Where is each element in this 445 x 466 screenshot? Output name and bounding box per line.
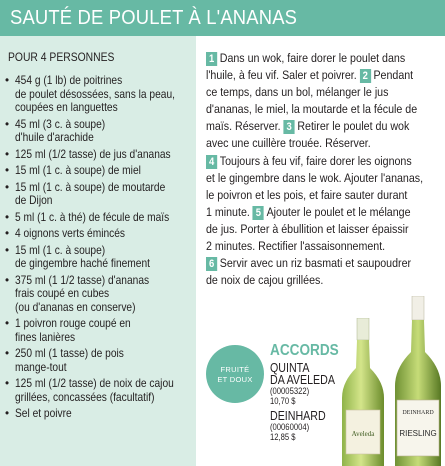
ingredient-list [5, 74, 195, 424]
ingredient-text: 4 oignons verts émincés [15, 227, 126, 240]
wine1-price: 10,70 $ [270, 396, 296, 406]
step-line: 2 minutes. Rectifier l'assaisonnement. [206, 239, 386, 254]
ingredient-item [5, 317, 195, 344]
ingredient-text: de poulet désossées, sans la peau, [15, 87, 175, 101]
step-line: avec une cuillère trouée. Réserver. [206, 136, 371, 151]
ingredient-text: 125 ml (1/2 tasse) de noix de cajou [15, 377, 174, 390]
ingredient-text: coupées en languettes [15, 101, 118, 114]
ingredient-item [5, 227, 195, 241]
step-line: et le gingembre dans le wok. Ajouter l'ananas, [206, 170, 424, 185]
step-line: 6 Servir avec un riz basmati et saupoudrer [206, 255, 438, 272]
ingredient-text: frais coupé en cubes [15, 287, 110, 300]
ingredient-text: (ou d'ananas en conserve) [15, 300, 136, 314]
step-number: 2 [360, 69, 371, 83]
ingredient-text: 5 ml (1 c. à thé) de fécule de maïs [15, 210, 170, 224]
step-line: l'huile, à feu vif. Saler et poivrer. 2 Pendant [206, 68, 414, 83]
wine2-price: 12,85 $ [270, 432, 296, 442]
ingredient-text: d'huile d'arachide [15, 131, 94, 144]
ingredient-item [5, 377, 195, 404]
ingredient-item [5, 148, 195, 162]
ingredient-text: grillées, concassées (facultatif) [15, 390, 155, 404]
ingredient-text: 125 ml (1/2 tasse) de jus d'ananas [15, 147, 171, 161]
ingredient-item [5, 74, 195, 115]
step-number: 5 [253, 206, 264, 220]
svg-text:Aveleda: Aveleda [351, 430, 375, 438]
ingredient-item [5, 181, 195, 208]
recipe-title: SAUTÉ DE POULET À L'ANANAS [10, 7, 298, 29]
ingredient-text: de gingembre haché finement [15, 257, 150, 270]
step-number: 6 [206, 257, 217, 271]
step-line: de jus. Porter à ébullition et laisser épaissir [206, 221, 409, 236]
ingredient-text: 454 g (1 lb) de poitrines [15, 74, 123, 87]
wine1-code: (00005322) [270, 386, 310, 396]
wine2-code: (00060004) [270, 422, 310, 432]
pairings-heading: ACCORDS [270, 342, 339, 359]
step-number: 3 [284, 120, 295, 134]
step-line: 1 minute. 5 Ajouter le poulet et le mélange [206, 204, 411, 219]
ingredient-item [5, 407, 195, 421]
ingredient-text: 15 ml (1 c. à soupe) [15, 243, 106, 257]
ingredient-text: mange-tout [15, 360, 67, 374]
ingredient-text: 15 ml (1 c. à soupe) de moutarde [15, 180, 166, 194]
wine1-name: QUINTA [270, 360, 310, 375]
ingredient-text: fines lanières [15, 330, 76, 344]
recipe-header [0, 0, 445, 36]
ingredient-text: de Dijon [15, 194, 53, 207]
aveleda-bottle-image [340, 318, 386, 466]
step-line: maïs. Réserver. 3 Retirer le poulet du wok [206, 119, 410, 134]
ingredient-item [5, 244, 195, 271]
svg-text:RIESLING: RIESLING [399, 429, 437, 438]
deinhard-bottle-image [393, 296, 443, 466]
ingredient-item [5, 274, 195, 315]
step-line: 4 Toujours à feu vif, faire dorer les oignons [206, 153, 438, 170]
ingredient-text: 45 ml (3 c. à soupe) [15, 117, 106, 131]
ingredient-item [5, 118, 195, 145]
ingredient-item [5, 164, 195, 178]
svg-text:DEINHARD: DEINHARD [402, 410, 434, 416]
ingredient-text: 15 ml (1 c. à soupe) de miel [15, 164, 141, 177]
ingredients-panel [0, 36, 196, 466]
ingredient-text: 250 ml (1 tasse) de pois [15, 347, 124, 360]
servings-label: POUR 4 PERSONNES [8, 52, 115, 64]
wine1-name-line2: DA AVELEDA [270, 372, 335, 387]
ingredient-text: Sel et poivre [15, 407, 72, 420]
step-line: ce temps, dans un bol, mélanger le jus [206, 85, 389, 100]
step-line: le poivron et les pois, et faire sauter durant [206, 187, 408, 202]
instructions [206, 50, 442, 289]
ingredient-item [5, 211, 195, 225]
ingredient-text: 375 ml (1 1/2 tasse) d'ananas [15, 273, 150, 287]
ingredient-text: 1 poivron rouge coupé en [15, 317, 131, 330]
step-line: 1 Dans un wok, faire dorer le poulet dans [206, 50, 438, 67]
flavor-badge: FRUITÉ ET DOUX [206, 345, 264, 403]
ingredient-item [5, 347, 195, 374]
step-line: d'ananas, le miel, la moutarde et la fécule de [206, 102, 418, 117]
step-number: 4 [206, 155, 217, 169]
wine2-name: DEINHARD [270, 408, 326, 423]
step-number: 1 [206, 52, 217, 66]
step-line: de noix de cajou grillées. [206, 273, 324, 288]
